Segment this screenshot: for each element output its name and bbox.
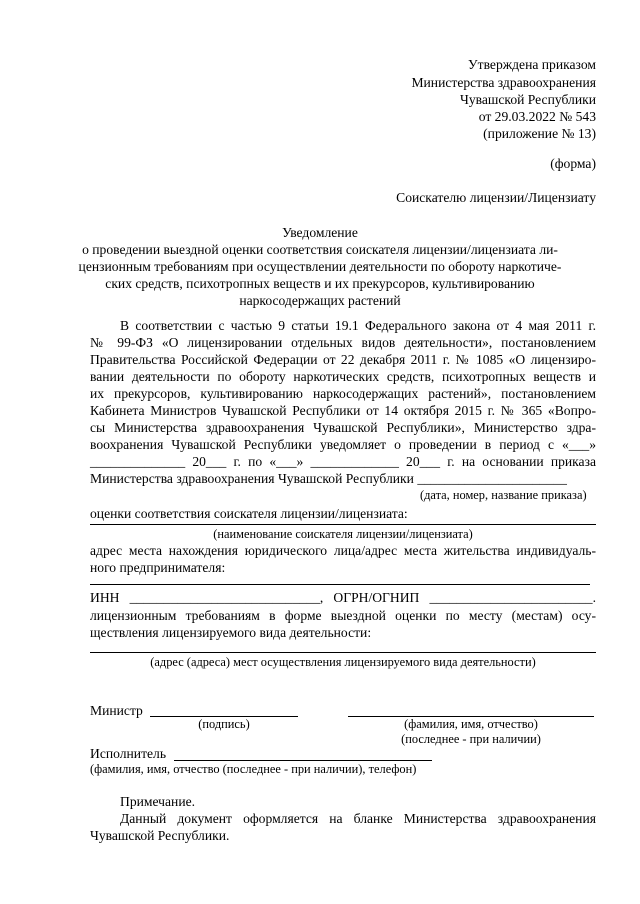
note-line: Чувашской Республики.: [90, 828, 230, 843]
approval-line: от 29.03.2022 № 543: [478, 109, 596, 124]
approval-line: Чувашской Республики: [460, 92, 596, 107]
address-line: ного предпринимателя:: [90, 560, 226, 575]
executor-line: [174, 760, 432, 761]
signature-caption: (подпись): [198, 717, 250, 731]
places-line: [90, 652, 596, 653]
addressee: Соискателю лицензии/Лицензиату: [396, 190, 596, 205]
licensee-name-line: [90, 524, 596, 525]
minister-label: Министр: [90, 703, 143, 718]
form-label: (форма): [550, 156, 596, 171]
note-line: Данный документ оформляется на бланке Министерства здравоохранения: [120, 811, 596, 826]
title-line: наркосодержащих растений: [239, 293, 401, 308]
title-line: о проведении выездной оценки соответствия соискателя лицензии/лицензиата ли-: [82, 242, 558, 257]
body-line: ______________ 20___ г. по «___» _____________ 20___ г. на основании приказа: [90, 454, 596, 469]
approval-line: (приложение № 13): [483, 126, 596, 141]
fio-caption: (фамилия, имя, отчество): [404, 717, 538, 731]
note-title: Примечание.: [120, 794, 196, 809]
body-line: Правительства Российской Федерации от 22 декабря 2011 г. № 1085 «О лицензиро-: [90, 352, 596, 367]
address-line: адрес места нахождения юридического лица/адрес места жительства индивидуаль-: [90, 543, 596, 558]
order-caption: (дата, номер, название приказа): [420, 488, 587, 502]
title-line: цензионным требованиям при осуществлении деятельности по обороту наркотиче-: [78, 259, 562, 274]
licensee-caption: (наименование соискателя лицензии/лицензиата): [213, 527, 473, 541]
body-line: Кабинета Министров Чувашской Республики от 14 октября 2015 г. № 365 «Вопро-: [90, 403, 596, 418]
assessment-line: оценки соответствия соискателя лицензии/лицензиата:: [90, 506, 408, 521]
executor-caption: (фамилия, имя, отчество (последнее - при наличии), телефон): [90, 762, 417, 776]
body-line: воохранения Чувашской Республики уведомляет о проведении в период с «___»: [90, 437, 596, 452]
body-line: сы Министерства здравоохранения Чувашской Республики», Министерство здра-: [90, 420, 596, 435]
title-line: ских средств, психотропных веществ и их прекурсоров, культивированию: [105, 276, 535, 291]
approval-line: Утверждена приказом: [468, 57, 596, 72]
body-line: их прекурсоров, культивированию наркосодержащих растений», постановлением: [90, 386, 596, 401]
places-caption: (адрес (адреса) мест осуществления лицензируемого вида деятельности): [150, 655, 536, 669]
address-fill-line: [90, 584, 590, 585]
body-line: № 99-ФЗ «О лицензировании отдельных видов деятельности», постановлением: [90, 335, 596, 350]
requirements-line: лицензионным требованиям в форме выездной оценки по месту (местам) осу-: [90, 608, 596, 623]
approval-line: Министерства здравоохранения: [411, 75, 596, 90]
requirements-line: ществления лицензируемого вида деятельности:: [90, 625, 372, 640]
body-line: Министерства здравоохранения Чувашской Республики ______________________: [90, 471, 567, 486]
body-line: В соответствии с частью 9 статьи 19.1 Федерального закона от 4 мая 2011 г.: [120, 318, 596, 333]
page-title: Уведомление: [282, 225, 358, 240]
fio-caption-2: (последнее - при наличии): [401, 732, 541, 746]
inn-line: ИНН ____________________________, ОГРН/ОГНИП ________________________.: [90, 590, 596, 605]
body-line: вании деятельности по обороту наркотических средств, психотропных веществ и: [90, 369, 596, 384]
executor-label: Исполнитель: [90, 746, 167, 761]
